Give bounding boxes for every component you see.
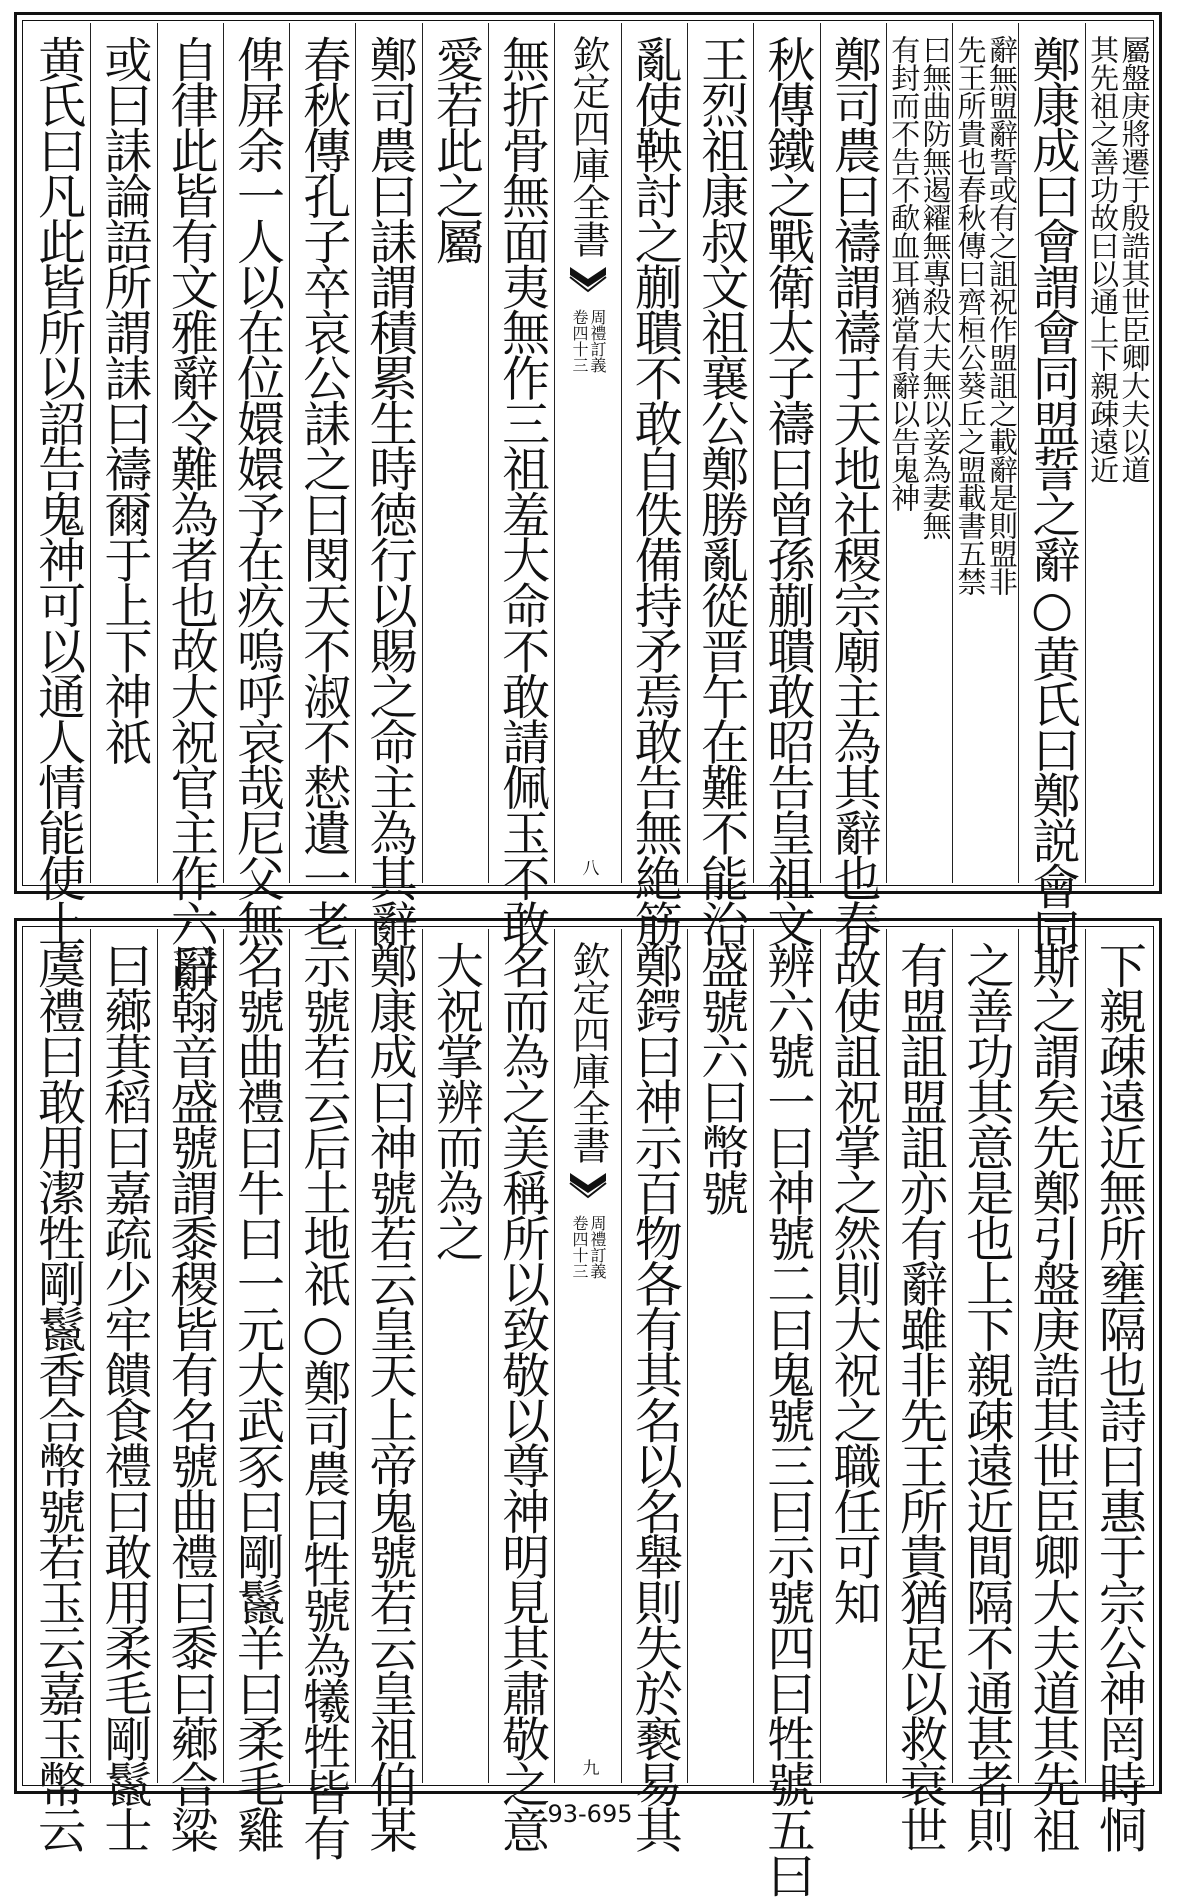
column-text: 亂使鞅討之蒯聵不敢自佚備持矛焉敢告無絶筋 [626, 35, 683, 945]
column-text: 辨六號一曰神號二曰鬼號三曰示號四曰牲號五曰 [758, 941, 815, 1897]
text-column [886, 929, 952, 1851]
column-text: 鄭司農曰誄謂積累生時徳行以賜之命主為其辭 [361, 35, 418, 945]
column-text: 虞禮曰敢用潔牲剛鬣香合幣號若玉云嘉玉幣云 [29, 941, 86, 1851]
column-text: 黄氏曰凡此皆所以詔告鬼神可以通人情能使上 [29, 35, 86, 945]
work-title: 周禮訂義 [587, 1215, 607, 1279]
annotation-column [886, 23, 952, 883]
column-text: 之善功其意是也上下親疎遠近間隔不通甚者則 [957, 941, 1014, 1851]
text-column [157, 929, 223, 1851]
text-column [488, 929, 554, 1851]
column-text: 鄭鍔曰神示百物各有其名以名舉則失於褻易其 [626, 941, 683, 1851]
library-title: 欽定四庫全書 [565, 941, 610, 1163]
text-column [1018, 23, 1084, 953]
text-column [952, 929, 1018, 1851]
text-column [223, 929, 289, 1851]
text-column [753, 23, 819, 945]
text-column [820, 23, 886, 945]
text-column [422, 23, 488, 883]
sheet-number: 93-695 [547, 1800, 633, 1828]
column-text: 下親疎遠近無所壅隔也詩曰惠于宗公神罔時恫 [1090, 941, 1147, 1851]
text-column [223, 23, 289, 945]
column-container [25, 23, 1152, 991]
annotation-line: 屬盤庚將遷于殷誥其世臣卿大夫以道 [1117, 35, 1152, 483]
column-text: 鄭康成曰神號若云皇天上帝鬼號若云皇祖伯某 [361, 941, 418, 1851]
text-column [1085, 929, 1151, 1851]
text-column [687, 23, 753, 945]
text-column [90, 23, 156, 883]
volume-label: 卷四十三 [569, 1215, 589, 1279]
fishtail-ornament-icon [568, 1169, 608, 1203]
column-text: 曰翰音盛號謂黍稷皆有名號曲禮曰黍曰薌合粱 [162, 941, 219, 1851]
column-text: 秋傳鐵之戰衛太子禱曰曾孫蒯聵敢昭告皇祖文 [758, 35, 815, 945]
column-text: 自律此皆有文雅辭令難為者也故大祝官主作六辭 [162, 35, 219, 991]
text-column [753, 929, 819, 1897]
column-text: 俾屏余一人以在位嬛嬛予在疚嗚呼哀哉尼父無 [228, 35, 285, 945]
column-text: 曰薌萁稻曰嘉疏少牢饋食禮曰敢用柔毛剛鬣士 [95, 941, 152, 1851]
library-title: 欽定四庫全書 [565, 35, 610, 257]
text-column [422, 929, 488, 1783]
column-text: 無折骨無面夷無作三祖羞大命不敢請佩玉不敢 [493, 35, 550, 945]
column-text: 斯之謂矣先鄭引盤庚誥其世臣卿大夫道其先祖 [1024, 941, 1081, 1851]
center-fold-header [554, 23, 620, 883]
annotation-line: 曰無曲防無遏糴無專殺大夫無以妾為妻無 [918, 35, 953, 539]
text-column [157, 23, 223, 991]
column-text: 名號曲禮曰牛曰一元大武豕曰剛鬣羊曰柔毛雞 [228, 941, 285, 1851]
volume-label: 卷四十三 [569, 309, 589, 373]
column-text: 王烈祖康叔文祖襄公鄭勝亂從晋午在難不能治 [692, 35, 749, 945]
annotation-line: 先王所貴也春秋傳曰齊桓公葵丘之盟載書五禁 [953, 35, 988, 595]
work-title: 周禮訂義 [587, 309, 607, 373]
text-column [621, 929, 687, 1851]
page-number: 九 [578, 1758, 599, 1773]
text-column [820, 929, 886, 1783]
column-text: 示號若云后土地祇○鄭司農曰牲號為犧牲皆有 [294, 941, 351, 1859]
text-column [687, 929, 753, 1783]
page-upper [14, 12, 1162, 991]
text-column [289, 23, 355, 945]
text-column [90, 929, 156, 1851]
column-text: 有盟詛盟詛亦有辭雖非先王所貴猶足以救衰世 [891, 941, 948, 1851]
text-column [488, 23, 554, 945]
text-column [25, 23, 90, 945]
column-text: 盛號六曰幣號 [692, 941, 749, 1214]
annotation-column [952, 23, 1018, 883]
column-text: 鄭司農曰禱謂禱于天地社稷宗廟主為其辭也春 [825, 35, 882, 945]
annotation-column [1085, 23, 1151, 883]
column-text: 鄭康成曰會謂會同盟誓之辭○黄氏曰鄭説會同 [1024, 35, 1081, 953]
column-text: 故使詛祝掌之然則大祝之職任可知 [825, 941, 882, 1624]
column-text: 春秋傳孔子卒哀公誄之曰閔天不淑不慭遺一老 [294, 35, 351, 945]
fishtail-ornament-icon [568, 263, 608, 297]
text-column [355, 23, 421, 945]
text-column [355, 929, 421, 1851]
annotation-line: 辭無盟辭誓或有之詛祝作盟詛之載辭是則盟非 [984, 35, 1019, 595]
annotation-line: 其先祖之善功故曰以通上下親疎遠近 [1086, 35, 1121, 483]
column-text: 大祝掌辨而為之 [427, 941, 484, 1260]
text-column [621, 23, 687, 945]
text-column [289, 929, 355, 1859]
text-column [1018, 929, 1084, 1851]
annotation-line: 有封而不告不歃血耳猶當有辭以告鬼神 [887, 35, 922, 511]
text-column [25, 929, 90, 1851]
column-text: 或曰誄論語所謂誄曰禱爾于上下神祇 [95, 35, 152, 763]
center-fold-header [554, 929, 620, 1783]
page-number: 八 [578, 858, 599, 873]
column-text: 名而為之美稱所以致敬以尊神明見其肅敬之意 [493, 941, 550, 1851]
column-text: 愛若此之屬 [427, 35, 484, 263]
